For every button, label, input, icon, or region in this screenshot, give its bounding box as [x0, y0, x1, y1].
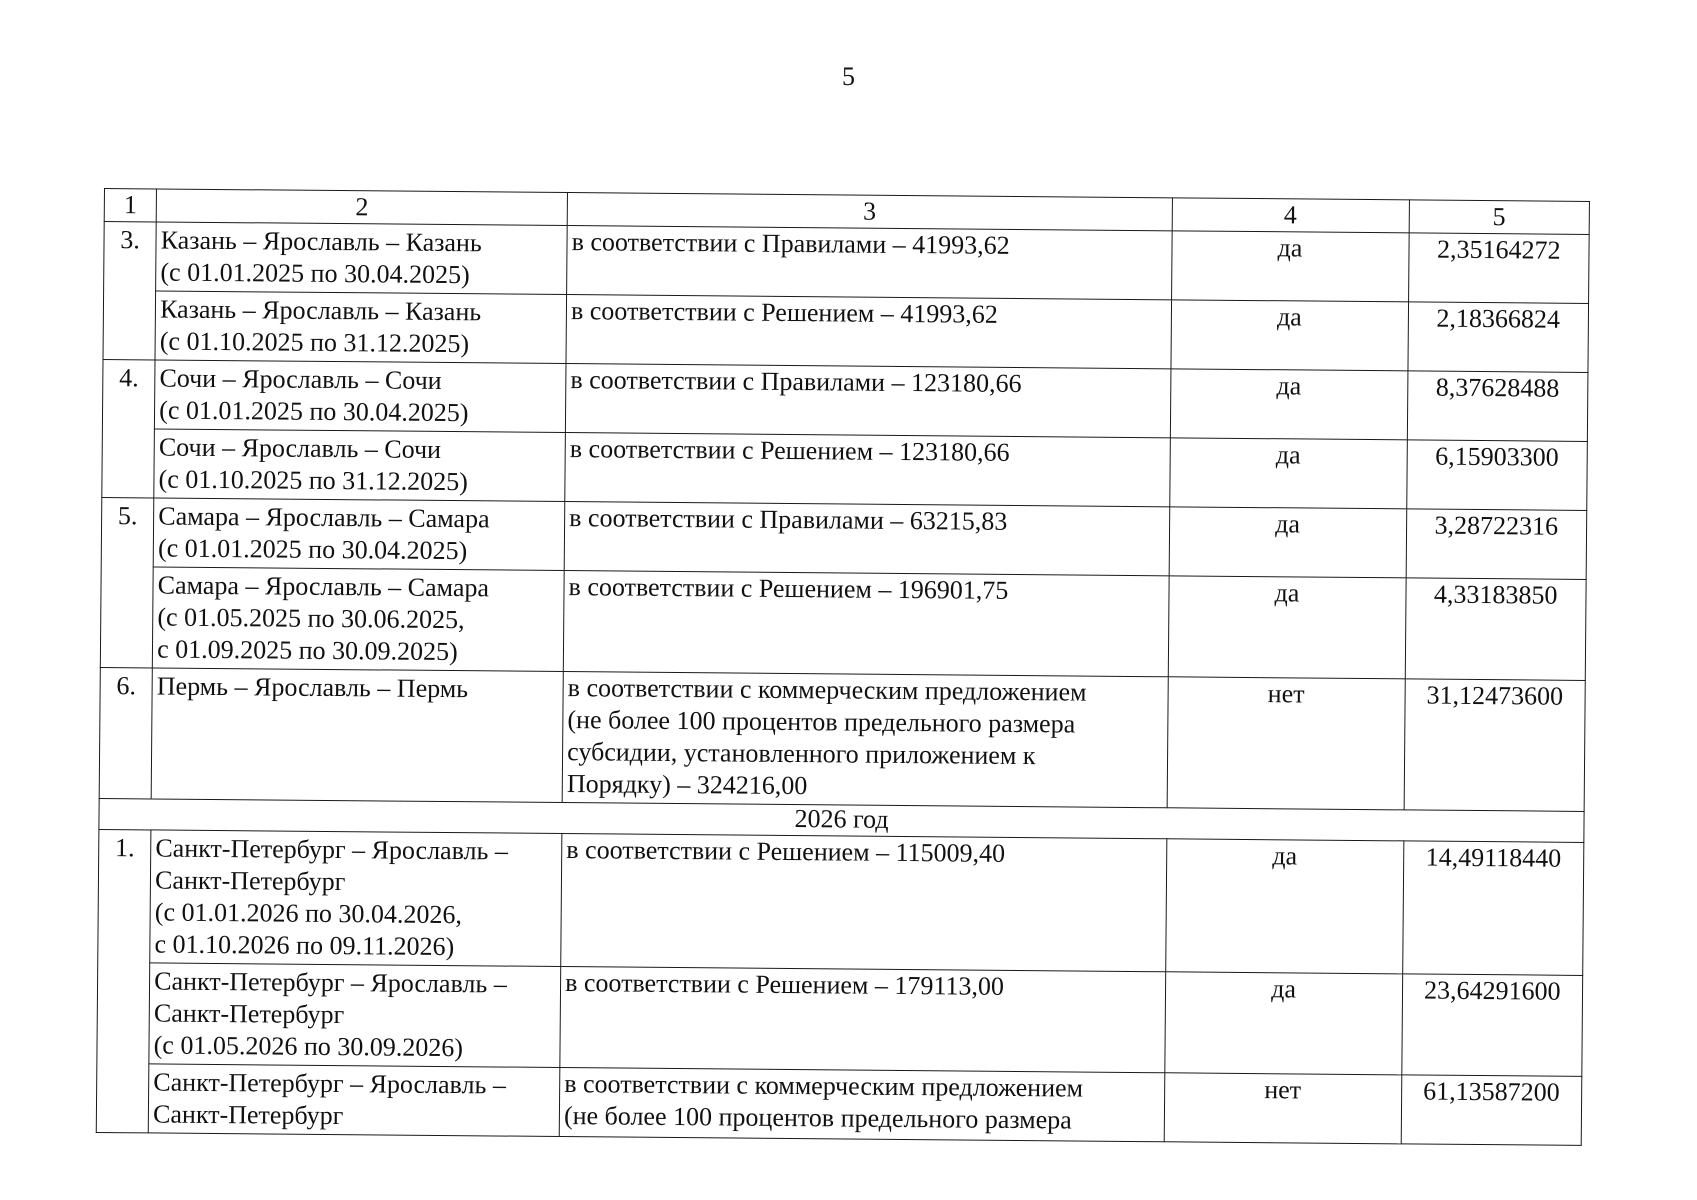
- route-cell-line: Казань – Ярославль – Казань: [159, 294, 482, 327]
- table-row: [102, 359, 1588, 441]
- method-cell-line: в соответствии с Решением – 41993,62: [570, 296, 998, 329]
- method-cell: [565, 433, 1170, 507]
- route-cell: [149, 963, 561, 1068]
- value-cell: 61,13587200: [1401, 1075, 1582, 1146]
- table-row: [102, 428, 1588, 510]
- route-cell: [153, 498, 565, 571]
- table-row: [96, 1063, 1582, 1145]
- route-cell: [155, 360, 567, 433]
- route-cell-line: (с 01.05.2026 по 30.09.2026): [153, 1030, 464, 1063]
- route-cell-line: Санкт-Петербург – Ярославль –: [153, 1067, 507, 1100]
- value-cell: 2,18366824: [1407, 302, 1588, 373]
- page-number: 5: [842, 62, 855, 91]
- method-cell-line: (не более 100 процентов предельного размера: [563, 1101, 1072, 1135]
- header-col-5: 5: [1409, 200, 1590, 235]
- value-cell: 8,37628488: [1407, 371, 1588, 442]
- flag-cell: да: [1169, 438, 1407, 509]
- route-cell-line: Санкт-Петербург – Ярославль –: [155, 833, 509, 866]
- flag-cell: да: [1165, 839, 1403, 974]
- route-cell: [148, 1064, 560, 1137]
- method-cell: [565, 364, 1170, 438]
- method-cell-line: в соответствии с Правилами – 123180,66: [570, 365, 1022, 399]
- row-number: 3.: [103, 222, 156, 360]
- table-row: [101, 497, 1587, 579]
- route-cell-line: Санкт-Петербург – Ярославль –: [154, 966, 507, 999]
- route-cell-line: (с 01.10.2025 по 31.12.2025): [158, 464, 469, 497]
- method-cell: [564, 502, 1169, 576]
- header-col-1: 1: [104, 189, 156, 222]
- route-cell-line: Санкт-Петербург: [153, 998, 345, 1030]
- header-col-3: 3: [567, 193, 1172, 231]
- route-cell: [150, 830, 562, 967]
- route-cell-line: Сочи – Ярославль – Сочи: [159, 363, 442, 395]
- method-cell: [567, 226, 1172, 300]
- method-cell-line: в соответствии с Решением – 196901,75: [568, 572, 1009, 605]
- flag-cell: да: [1170, 300, 1408, 371]
- flag-cell: нет: [1164, 1073, 1402, 1144]
- method-cell: [562, 672, 1168, 808]
- route-cell-line: Санкт-Петербург: [155, 865, 346, 897]
- header-col-4: 4: [1172, 198, 1409, 233]
- value-cell: 23,64291600: [1401, 974, 1582, 1077]
- method-cell: [566, 295, 1171, 369]
- flag-cell: да: [1164, 972, 1402, 1075]
- value-cell: 14,49118440: [1402, 841, 1584, 976]
- method-cell-line: (не более 100 процентов предельного размера: [567, 705, 1076, 739]
- table-row: [100, 566, 1586, 680]
- route-cell-line: (с 01.05.2025 по 30.06.2025,: [157, 602, 465, 635]
- table-row: [99, 667, 1585, 811]
- method-cell-line: субсидии, установленного приложением к: [567, 737, 1036, 771]
- flag-cell: да: [1171, 231, 1409, 302]
- method-cell: [559, 1068, 1164, 1142]
- route-cell-line: Казань – Ярославль – Казань: [160, 225, 482, 258]
- method-cell-line: в соответствии с Правилами – 41993,62: [571, 227, 1010, 260]
- flag-cell: да: [1169, 507, 1407, 578]
- route-cell-line: Сочи – Ярославль – Сочи: [158, 432, 442, 464]
- method-cell-line: в соответствии с Решением – 123180,66: [569, 434, 1010, 467]
- table-row: [98, 829, 1584, 975]
- route-cell: [152, 567, 564, 672]
- method-cell-line: в соответствии с Решением – 179113,00: [565, 968, 1005, 1001]
- route-cell-line: с 01.10.2026 по 09.11.2026): [154, 929, 455, 962]
- method-cell-line: Порядку) – 324216,00: [566, 769, 808, 801]
- method-cell: [561, 834, 1167, 972]
- table-body: [96, 222, 1589, 1146]
- row-number: 5.: [100, 497, 154, 667]
- value-cell: 3,28722316: [1406, 509, 1587, 580]
- subsidy-table: [96, 188, 1590, 1146]
- header-col-2: 2: [156, 189, 567, 226]
- value-cell: 2,35164272: [1408, 233, 1589, 304]
- flag-cell: да: [1170, 369, 1408, 440]
- route-cell-line: Санкт-Петербург: [152, 1099, 344, 1131]
- method-cell-line: в соответствии с коммерческим предложением: [564, 1069, 1084, 1103]
- route-cell: [156, 222, 568, 295]
- table-row: [103, 291, 1589, 373]
- method-cell: [563, 571, 1168, 677]
- method-cell-line: в соответствии с коммерческим предложением: [567, 673, 1087, 707]
- value-cell: 4,33183850: [1405, 578, 1586, 681]
- row-number: 1.: [96, 829, 151, 1132]
- route-cell: [151, 668, 563, 803]
- route-cell: [154, 429, 566, 502]
- table-row: [97, 962, 1583, 1076]
- table-row: [104, 222, 1590, 304]
- method-cell-line: в соответствии с Правилами – 63215,83: [569, 503, 1008, 536]
- route-cell: [155, 291, 567, 364]
- flag-cell: нет: [1167, 677, 1405, 810]
- route-cell-line: Самара – Ярославль – Самара: [158, 501, 490, 534]
- route-cell-line: (с 01.10.2025 по 31.12.2025): [159, 326, 470, 359]
- method-cell: [560, 967, 1165, 1073]
- row-number: 6.: [99, 667, 152, 798]
- route-cell-line: (с 01.01.2025 по 30.04.2025): [159, 395, 469, 428]
- route-cell-line: (с 01.01.2025 по 30.04.2025): [157, 533, 468, 566]
- route-cell-line: (с 01.01.2026 по 30.04.2026,: [154, 897, 463, 930]
- value-cell: 31,12473600: [1404, 679, 1586, 812]
- value-cell: 6,15903300: [1406, 440, 1587, 511]
- flag-cell: да: [1168, 576, 1406, 679]
- route-cell-line: Самара – Ярославль – Самара: [157, 570, 490, 603]
- route-cell-line: с 01.09.2025 по 30.09.2025): [157, 634, 458, 667]
- row-number: 4.: [102, 359, 155, 497]
- method-cell-line: в соответствии с Решением – 115009,40: [566, 835, 1006, 868]
- route-cell-line: (с 01.01.2025 по 30.04.2025): [160, 257, 470, 290]
- route-cell-line: Пермь – Ярославль – Пермь: [156, 671, 469, 704]
- year-heading: 2026 год: [99, 798, 1584, 842]
